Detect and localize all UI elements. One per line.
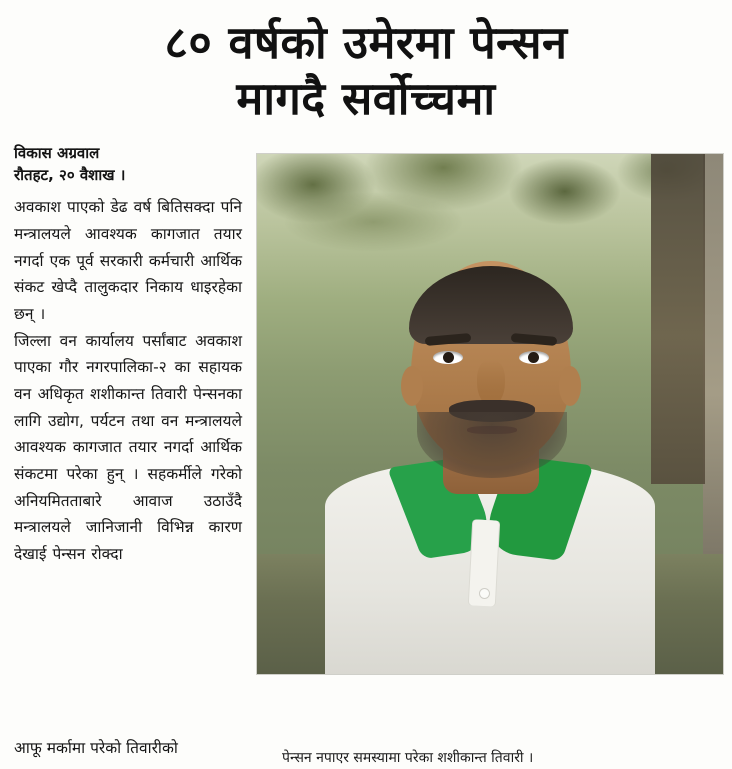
article-paragraph-2: जिल्ला वन कार्यालय पर्सांबाट अवकाश पाएका गौर नगरपालिका-२ का सहायक वन अधिकृत शशीकान्त तिवारी पेन्सनका लागि उद्योग, पर्यटन तथा वन मन्त्रालयले आवश्यक कागजात तयार नगर्दा आर्थिक संकटमा परेका हुन् । सहकर्मीले गरेको अनियमितताबारे आवाज उठाउँदै मन्त्रालयले जानिजानी विभिन्न कारण देखाई पेन्सन रोक्दा (14, 331, 242, 563)
subject-shirt-button (480, 589, 489, 598)
headline-line-1: ८० वर्षको उमेरमा पेन्सन (164, 16, 568, 69)
subject-ear-left (401, 366, 423, 406)
article-photo-column (256, 153, 724, 675)
article-paragraph-1: अवकाश पाएको डेढ वर्ष बितिसक्दा पनि मन्त्रालयले आवश्यक कागजात तयार नगर्दा एक पूर्व सरकारी कर्मचारी आर्थिक संकट खेप्दै तालुकदार निकाय धाइरहेका छन् । (14, 198, 242, 323)
portrait-photo (256, 153, 724, 675)
subject-ear-right (559, 366, 581, 406)
article-text-column (14, 143, 242, 568)
byline (14, 143, 242, 187)
byline-dateline: रौतहट, २० वैशाख । (14, 165, 126, 184)
article-paragraph-cutoff: आफू मर्कामा परेको तिवारीको (14, 739, 178, 757)
photo-caption: पेन्सन नपाएर समस्यामा परेका शशीकान्त तिवारी । (282, 750, 534, 766)
article-content (0, 129, 732, 675)
article-body (14, 194, 242, 567)
subject-pupil-right (528, 352, 539, 363)
byline-author: विकास अग्रवाल (14, 143, 100, 162)
subject-hair (409, 266, 573, 344)
photo-post (651, 154, 705, 484)
photo-subject (325, 274, 655, 674)
subject-pupil-left (443, 352, 454, 363)
headline-line-2: मागदै सर्वोच्चमा (236, 72, 496, 126)
photo-wall (703, 154, 723, 554)
page-title (0, 0, 732, 129)
page-bottom-strip (14, 735, 716, 769)
